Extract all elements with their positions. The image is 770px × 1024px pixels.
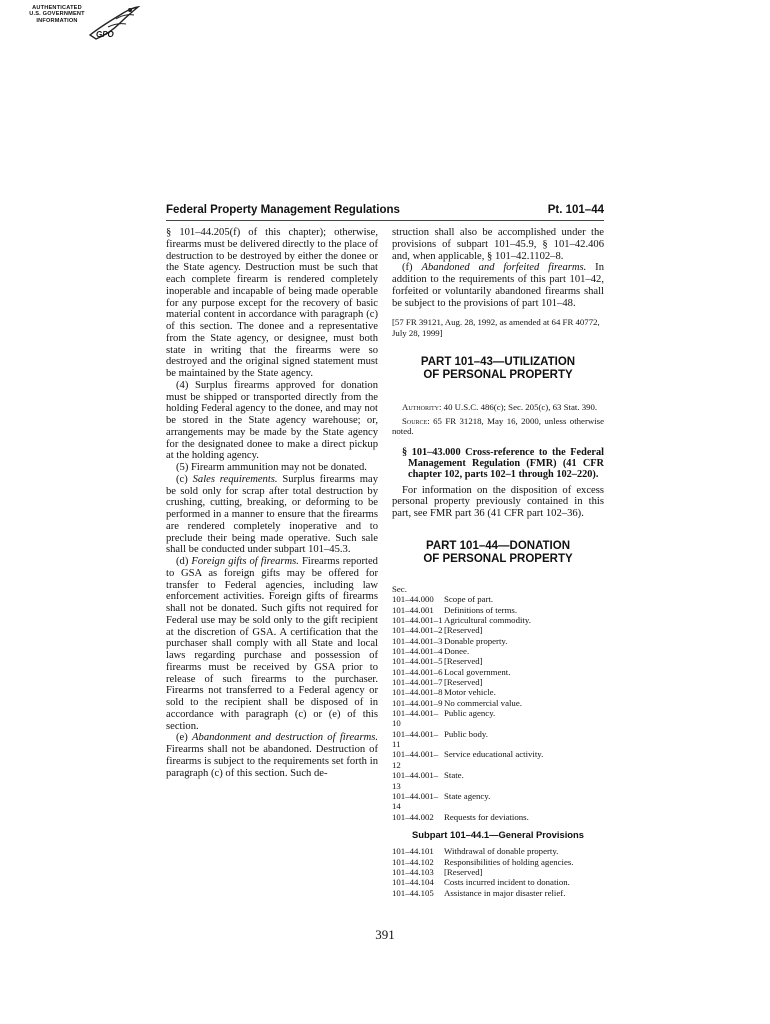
toc-section-title: Requests for deviations. — [444, 811, 529, 822]
toc-section-number: 101–44.101 — [392, 846, 434, 857]
toc-section-number: 101–44.001–12 — [392, 749, 439, 770]
page-number: 391 — [375, 927, 395, 942]
toc-section-number: 101–44.001–14 — [392, 790, 439, 812]
toc-entry — [392, 677, 604, 687]
toc-section-number: 101–44.102 — [392, 856, 434, 867]
paragraph: (5) Firearm ammunition may not be donated. — [176, 462, 367, 473]
toc-list — [392, 846, 604, 898]
toc-list — [392, 594, 604, 822]
toc-section-number: 101–44.001–2 — [392, 625, 443, 636]
toc-entry — [392, 594, 604, 604]
toc-section-number: 101–44.001–7 — [392, 677, 443, 688]
toc-section-number: 101–44.104 — [392, 877, 434, 888]
toc-section-title: Scope of part. — [444, 594, 494, 605]
part-43-heading: PART 101–43—UTILIZATION OF PERSONAL PROPERTY — [420, 355, 576, 381]
toc-section-title: [Reserved] — [444, 625, 483, 636]
toc-entry — [392, 605, 604, 615]
toc-entry — [392, 625, 604, 635]
toc-section-number: 101–44.001–4 — [392, 646, 443, 657]
left-column — [166, 227, 378, 779]
toc-entry — [392, 615, 604, 625]
paragraph: For information on the disposition of excess personal property previously contained in this part, see FMR part 36 (41 CFR part 102–36). — [392, 484, 604, 520]
authority-note: Authority: 40 U.S.C. 486(c); Sec. 205(c), 63 Stat. 390. — [402, 401, 598, 412]
toc-section-title: Withdrawal of donable property. — [444, 846, 559, 857]
running-header — [166, 204, 604, 221]
toc-entry — [392, 791, 604, 812]
toc-section-number: 101–44.001–11 — [392, 728, 439, 750]
subpart-heading: Subpart 101–44.1—General Provisions — [412, 828, 584, 840]
paragraph: (d) Foreign gifts of firearms. Firearms reported to GSA as foreign gifts may be offered for transfer to Federal agencies, including law enforcement activities. Foreign gifts of firearms shall not be donated. Such gifts not required for Federal use may be sold only to the gift recipient at the discretion of GSA. A certification that the purchaser shall comply with all State and local laws regarding purchase and possession of firearms must be received by GSA prior to release of such firearms to the purchaser. Firearms not transferred to a Federal agency or sold to the recipient shall be disposed of in accordance with paragraph (c) or (e) of this section. — [166, 556, 378, 732]
paragraph: (4) Surplus firearms approved for donation must be shipped or transported directly from the holding Federal agency to the donee, and may not be stored in the State agency warehouse; or, arrangements may be made by the State agency for the designated donee to make a direct pickup at the holding agency. — [166, 379, 378, 462]
toc-entry — [392, 846, 604, 856]
toc-section-title: State. — [444, 770, 464, 781]
toc-section-title: Local government. — [444, 666, 511, 677]
amendment-citation: [57 FR 39121, Aug. 28, 1992, as amended at 64 FR 40772, July 28, 1999] — [392, 317, 600, 338]
toc-section-number: 101–44.002 — [392, 811, 434, 822]
eagle-icon — [86, 5, 142, 45]
toc-section-number: 101–44.001–10 — [392, 708, 439, 729]
toc-section-number: 101–44.001–9 — [392, 697, 443, 708]
toc-section-title: Motor vehicle. — [444, 687, 496, 698]
toc-section-number: 101–44.001 — [392, 604, 434, 615]
toc-entry — [392, 867, 604, 877]
toc-section-title: Donable property. — [444, 635, 508, 646]
toc-entry — [392, 646, 604, 656]
toc-section-title: [Reserved] — [444, 866, 483, 877]
toc-section-title: Donee. — [444, 646, 470, 657]
paragraph: struction shall also be accomplished under the provisions of subpart 101–45.9, § 101–42.406 and, when applicable, § 101–42.1102–8. — [392, 227, 604, 262]
paragraph: § 101–44.205(f) of this chapter); otherwise, firearms must be delivered directly to the place of destruction to be destroyed by either the donee or the State agency. Destruction must be such that each complete firearm is rendered completely inoperable and incapable of being made operable for any purpose except for the recovery of basic material content in accordance with paragraph (c) of this section. The donee and a representative from the State agency, or designee, must both state in writing that the firearms were so destroyed and the original signed statement must be maintained by the State agency. — [166, 227, 378, 379]
toc-entry — [392, 687, 604, 697]
toc-section-title: No commercial value. — [444, 697, 522, 708]
header-title: Federal Property Management Regulations — [166, 204, 400, 216]
header-part: Pt. 101–44 — [547, 204, 604, 216]
toc-section-number: 101–44.001–5 — [392, 656, 443, 667]
toc-section-number: 101–44.105 — [392, 887, 434, 898]
toc-section-title: Responsibilities of holding agencies. — [444, 856, 574, 867]
toc-section-title: Assistance in major disaster relief. — [444, 887, 566, 898]
toc-section-title: Public agency. — [444, 708, 496, 719]
toc-entry — [392, 636, 604, 646]
toc-entry — [392, 667, 604, 677]
toc-section-title: Service educational activity. — [444, 749, 544, 760]
toc-section-number: 101–44.000 — [392, 594, 434, 605]
toc-entry — [392, 656, 604, 666]
toc-section-number: 101–44.001–13 — [392, 770, 439, 791]
toc-section-title: State agency. — [444, 790, 491, 801]
toc-entry — [392, 749, 604, 770]
toc-entry — [392, 857, 604, 867]
toc-sec-label: Sec. — [392, 583, 407, 594]
toc-entry — [392, 770, 604, 791]
toc-section-title: Costs incurred incident to donation. — [444, 877, 570, 888]
toc-entry — [392, 729, 604, 750]
part-44-heading: PART 101–44—DONATION OF PERSONAL PROPERTY — [423, 539, 573, 565]
toc-entry — [392, 698, 604, 708]
toc-entry — [392, 877, 604, 887]
toc-section-title: [Reserved] — [444, 677, 483, 688]
gpo-wordmark: GPO — [96, 30, 114, 39]
toc-entry — [392, 708, 604, 729]
paragraph: (c) Sales requirements. Surplus firearms may be sold only for scrap after total destruction by crushing, cutting, breaking, or deforming to be performed in a manner to ensure that the firearms are rendered completely inoperative and to preclude their being made operative. Such sale shall be conducted under subpart 101–45.3. — [166, 473, 379, 556]
toc-section-title: Definitions of terms. — [444, 604, 518, 615]
gpo-authentication-logo — [26, 5, 146, 47]
paragraph: (e) Abandonment and destruction of firearms. Firearms shall not be abandoned. Destruction of firearms is subject to the requirements set forth in paragraph (c) of this section. Such de- — [166, 732, 378, 779]
toc-section-number: 101–44.001–1 — [392, 615, 443, 626]
toc-entry — [392, 812, 604, 822]
toc-section-title: Agricultural commodity. — [444, 615, 531, 626]
section-heading: § 101–43.000 Cross-reference to the Federal Management Regulation (FMR) (41 CFR chapter 102, parts 102–1 through 102–220). — [402, 446, 604, 480]
toc-section-number: 101–44.001–8 — [392, 687, 443, 698]
gpo-logo-text: AUTHENTICATED U.S. GOVERNMENT INFORMATION — [29, 5, 85, 24]
right-column — [392, 227, 604, 898]
toc-section-title: Public body. — [444, 728, 488, 739]
paragraph: (f) Abandoned and forfeited firearms. In addition to the requirements of this part 101–42, forfeited or voluntarily abandoned firearms shall be subject to the provisions of part 101–48. — [392, 262, 604, 309]
toc-entry — [392, 888, 604, 898]
source-note: Source: 65 FR 31218, May 16, 2000, unless otherwise noted. — [392, 416, 604, 437]
table-of-contents — [392, 584, 604, 898]
toc-section-title: [Reserved] — [444, 656, 483, 667]
toc-section-number: 101–44.103 — [392, 866, 434, 877]
toc-section-number: 101–44.001–3 — [392, 635, 443, 646]
toc-section-number: 101–44.001–6 — [392, 666, 443, 677]
